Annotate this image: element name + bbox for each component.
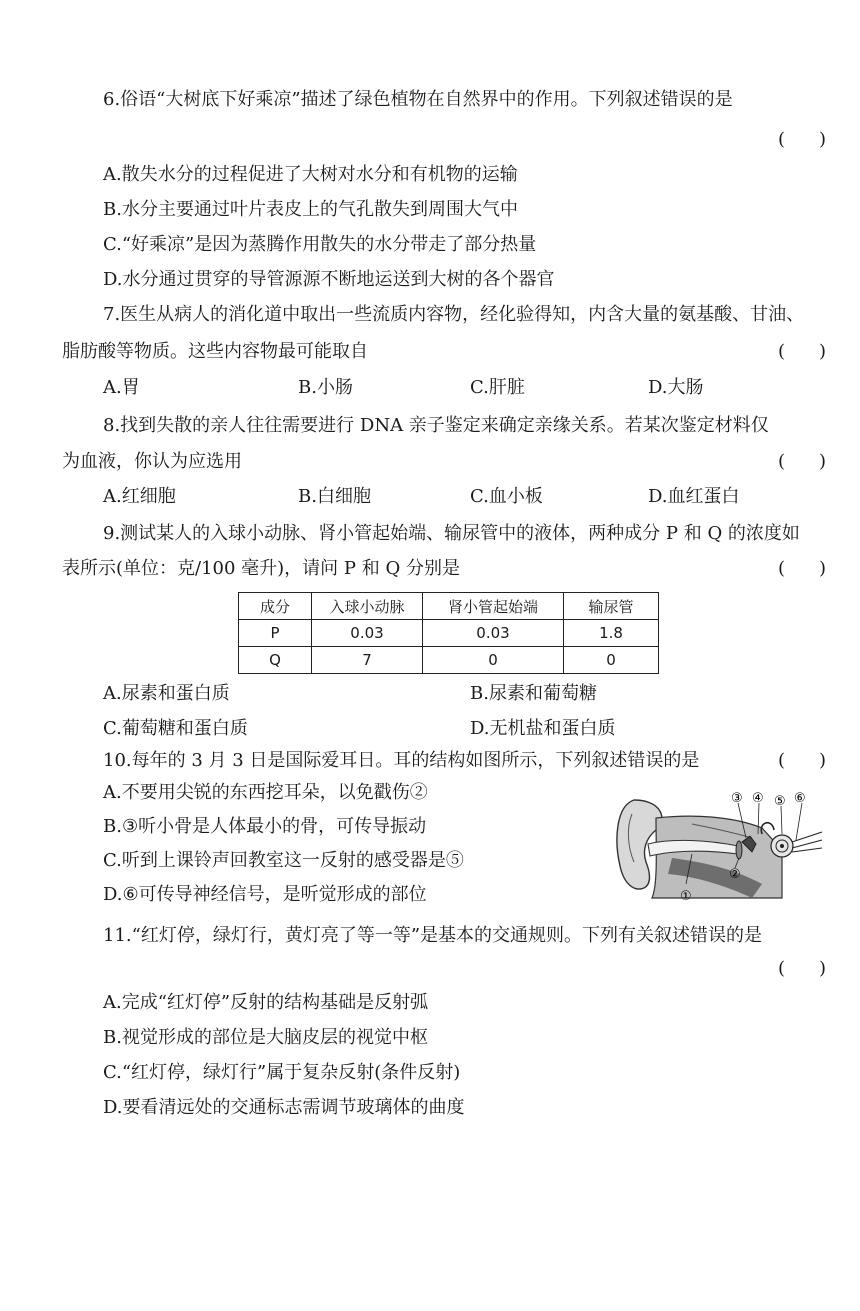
table-row bbox=[239, 620, 659, 647]
concentration-table bbox=[238, 592, 659, 674]
q9-stem-line2: 表所示(单位：克/100 毫升)，请问 P 和 Q 分别是 bbox=[62, 558, 460, 579]
q6-option-b: B.水分主要通过叶片表皮上的气孔散失到周围大气中 bbox=[103, 199, 518, 220]
q9-option-d: D.无机盐和蛋白质 bbox=[470, 718, 616, 739]
table-header-row bbox=[239, 593, 659, 620]
q11-option-d: D.要看清远处的交通标志需调节玻璃体的曲度 bbox=[103, 1097, 465, 1118]
table-cell: 1.8 bbox=[564, 620, 659, 647]
callout-6: ⑥ bbox=[794, 791, 806, 806]
ear-structure-figure bbox=[612, 788, 824, 906]
q7-answer-blank: ( ) bbox=[778, 341, 826, 362]
callout-5: ⑤ bbox=[774, 794, 786, 809]
table-cell: 0.03 bbox=[312, 620, 423, 647]
callout-2: ② bbox=[729, 867, 741, 882]
q7-option-a: A.胃 bbox=[103, 377, 140, 398]
q9-option-c: C.葡萄糖和蛋白质 bbox=[103, 718, 248, 739]
q6-stem: 6.俗语“大树底下好乘凉”描述了绿色植物在自然界中的作用。下列叙述错误的是 bbox=[103, 89, 733, 110]
q8-stem-line2: 为血液，你认为应选用 bbox=[62, 451, 242, 472]
q6-option-c: C.“好乘凉”是因为蒸腾作用散失的水分带走了部分热量 bbox=[103, 234, 537, 255]
q6-answer-blank: ( ) bbox=[778, 129, 826, 150]
eardrum-shape bbox=[736, 841, 742, 859]
table-cell: Q bbox=[239, 647, 312, 674]
q10-option-c: C.听到上课铃声回教室这一反射的感受器是⑤ bbox=[103, 850, 464, 871]
table-cell: 7 bbox=[312, 647, 423, 674]
q10-answer-blank: ( ) bbox=[778, 750, 826, 771]
table-header-cell: 成分 bbox=[239, 593, 312, 620]
q7-stem-line1: 7.医生从病人的消化道中取出一些流质内容物，经化验得知，内含大量的氨基酸、甘油、 bbox=[103, 304, 805, 325]
q8-option-b: B.白细胞 bbox=[298, 486, 371, 507]
q8-answer-blank: ( ) bbox=[778, 451, 826, 472]
q6-option-a: A.散失水分的过程促进了大树对水分和有机物的运输 bbox=[103, 164, 518, 185]
q10-option-d: D.⑥可传导神经信号，是听觉形成的部位 bbox=[103, 884, 427, 905]
q10-option-a: A.不要用尖锐的东西挖耳朵，以免戳伤② bbox=[103, 782, 428, 803]
q6-option-d: D.水分通过贯穿的导管源源不断地运送到大树的各个器官 bbox=[103, 269, 555, 290]
table-cell: 0 bbox=[423, 647, 564, 674]
table-header-cell: 肾小管起始端 bbox=[423, 593, 564, 620]
q7-option-b: B.小肠 bbox=[298, 377, 353, 398]
q11-answer-blank: ( ) bbox=[778, 958, 826, 979]
q9-option-b: B.尿素和葡萄糖 bbox=[470, 683, 597, 704]
table-cell: 0.03 bbox=[423, 620, 564, 647]
q10-option-b: B.③听小骨是人体最小的骨，可传导振动 bbox=[103, 816, 427, 837]
q8-option-c: C.血小板 bbox=[470, 486, 543, 507]
q9-stem-line1: 9.测试某人的入球小动脉、肾小管起始端、输尿管中的液体，两种成分 P 和 Q 的浓度如 bbox=[103, 523, 800, 544]
table-cell: 0 bbox=[564, 647, 659, 674]
q8-option-a: A.红细胞 bbox=[103, 486, 176, 507]
table-header-cell: 输尿管 bbox=[564, 593, 659, 620]
table-row bbox=[239, 647, 659, 674]
q11-option-a: A.完成“红灯停”反射的结构基础是反射弧 bbox=[103, 992, 429, 1013]
callout-4: ④ bbox=[752, 791, 764, 806]
table-cell: P bbox=[239, 620, 312, 647]
q8-option-d: D.血红蛋白 bbox=[648, 486, 740, 507]
q7-stem-line2: 脂肪酸等物质。这些内容物最可能取自 bbox=[62, 341, 368, 362]
callout-3: ③ bbox=[731, 791, 743, 806]
q11-option-b: B.视觉形成的部位是大脑皮层的视觉中枢 bbox=[103, 1027, 428, 1048]
q8-stem-line1: 8.找到失散的亲人往往需要进行 DNA 亲子鉴定来确定亲缘关系。若某次鉴定材料仅 bbox=[103, 415, 769, 436]
q9-option-a: A.尿素和蛋白质 bbox=[103, 683, 230, 704]
table-header-cell: 入球小动脉 bbox=[312, 593, 423, 620]
q7-option-c: C.肝脏 bbox=[470, 377, 525, 398]
q10-stem: 10.每年的 3 月 3 日是国际爱耳日。耳的结构如图所示，下列叙述错误的是 bbox=[103, 750, 700, 771]
q11-stem: 11.“红灯停，绿灯行，黄灯亮了等一等”是基本的交通规则。下列有关叙述错误的是 bbox=[103, 925, 763, 946]
callout-1: ① bbox=[680, 889, 692, 904]
q7-option-d: D.大肠 bbox=[648, 377, 704, 398]
q9-answer-blank: ( ) bbox=[778, 558, 826, 579]
skull-section-shape bbox=[652, 816, 782, 898]
q11-option-c: C.“红灯停，绿灯行”属于复杂反射(条件反射) bbox=[103, 1062, 461, 1083]
